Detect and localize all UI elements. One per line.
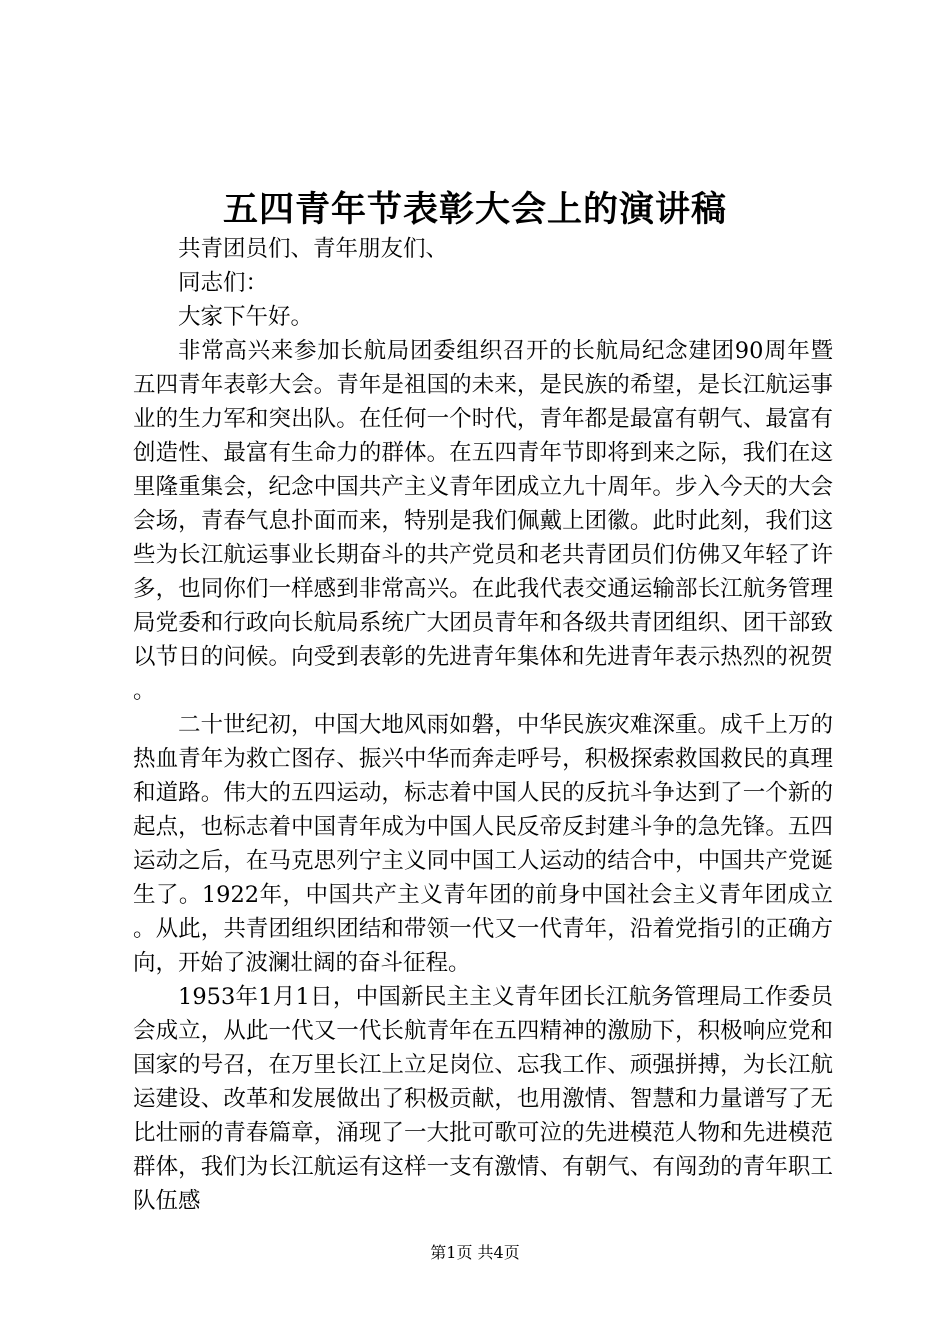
salutation-line-2: 同志们： <box>178 270 269 296</box>
body-paragraph: 1953年1月1日，中国新民主主义青年团长江航务管理局工作委员会成立，从此一代又一代长航青年在五四精神的激励下，积极响应党和国家的号召，在万里长江上立足岗位、忘我工作、顽强拼搏，为长江航运建设、改革和发展做出了积极贡献，也用激情、智慧和力量谱写了无比壮丽的青春篇章，涌现了一大批可歌可泣的先进模范人物和先进模范群体，我们为长江航运有这样一支有激情、有朝气、有闯劲的青年职工队伍感 <box>133 984 833 1214</box>
page-title: 五四青年节表彰大会上的演讲稿 <box>222 189 727 230</box>
greeting: 大家下午好。 <box>178 304 314 330</box>
body-paragraph: 非常高兴来参加长航局团委组织召开的长航局纪念建团90周年暨五四青年表彰大会。青年是祖国的未来，是民族的希望，是长江航运事业的生力军和突出队。在任何一个时代，青年都是最富有朝气、最富有创造性、最富有生命力的群体。在五四青年节即将到来之际，我们在这里隆重集会，纪念中国共产主义青年团成立九十周年。步入今天的大会会场，青春气息扑面而来，特别是我们佩戴上团徽。此时此刻，我们这些为长江航运事业长期奋斗的共产党员和老共青团员们仿佛又年轻了许多，也同你们一样感到非常高兴。在此我代表交通运输部长江航务管理局党委和行政向长航局系统广大团员青年和各级共青团组织、团干部致以节日的问候。向受到表彰的先进青年集体和先进青年表示热烈的祝贺。 <box>133 338 833 704</box>
page-footer: 第1页 共4页 <box>430 1243 520 1262</box>
document-body <box>133 232 833 1218</box>
salutation-line-1: 共青团员们、青年朋友们、 <box>178 236 449 262</box>
body-paragraph: 二十世纪初，中国大地风雨如磐，中华民族灾难深重。成千上万的热血青年为救亡图存、振兴中华而奔走呼号，积极探索救国救民的真理和道路。伟大的五四运动，标志着中国人民的反抗斗争达到了一个新的起点，也标志着中国青年成为中国人民反帝反封建斗争的急先锋。五四运动之后，在马克思列宁主义同中国工人运动的结合中，中国共产党诞生了。1922年，中国共产主义青年团的前身中国社会主义青年团成立。从此，共青团组织团结和带领一代又一代青年，沿着党指引的正确方向，开始了波澜壮阔的奋斗征程。 <box>133 712 833 976</box>
